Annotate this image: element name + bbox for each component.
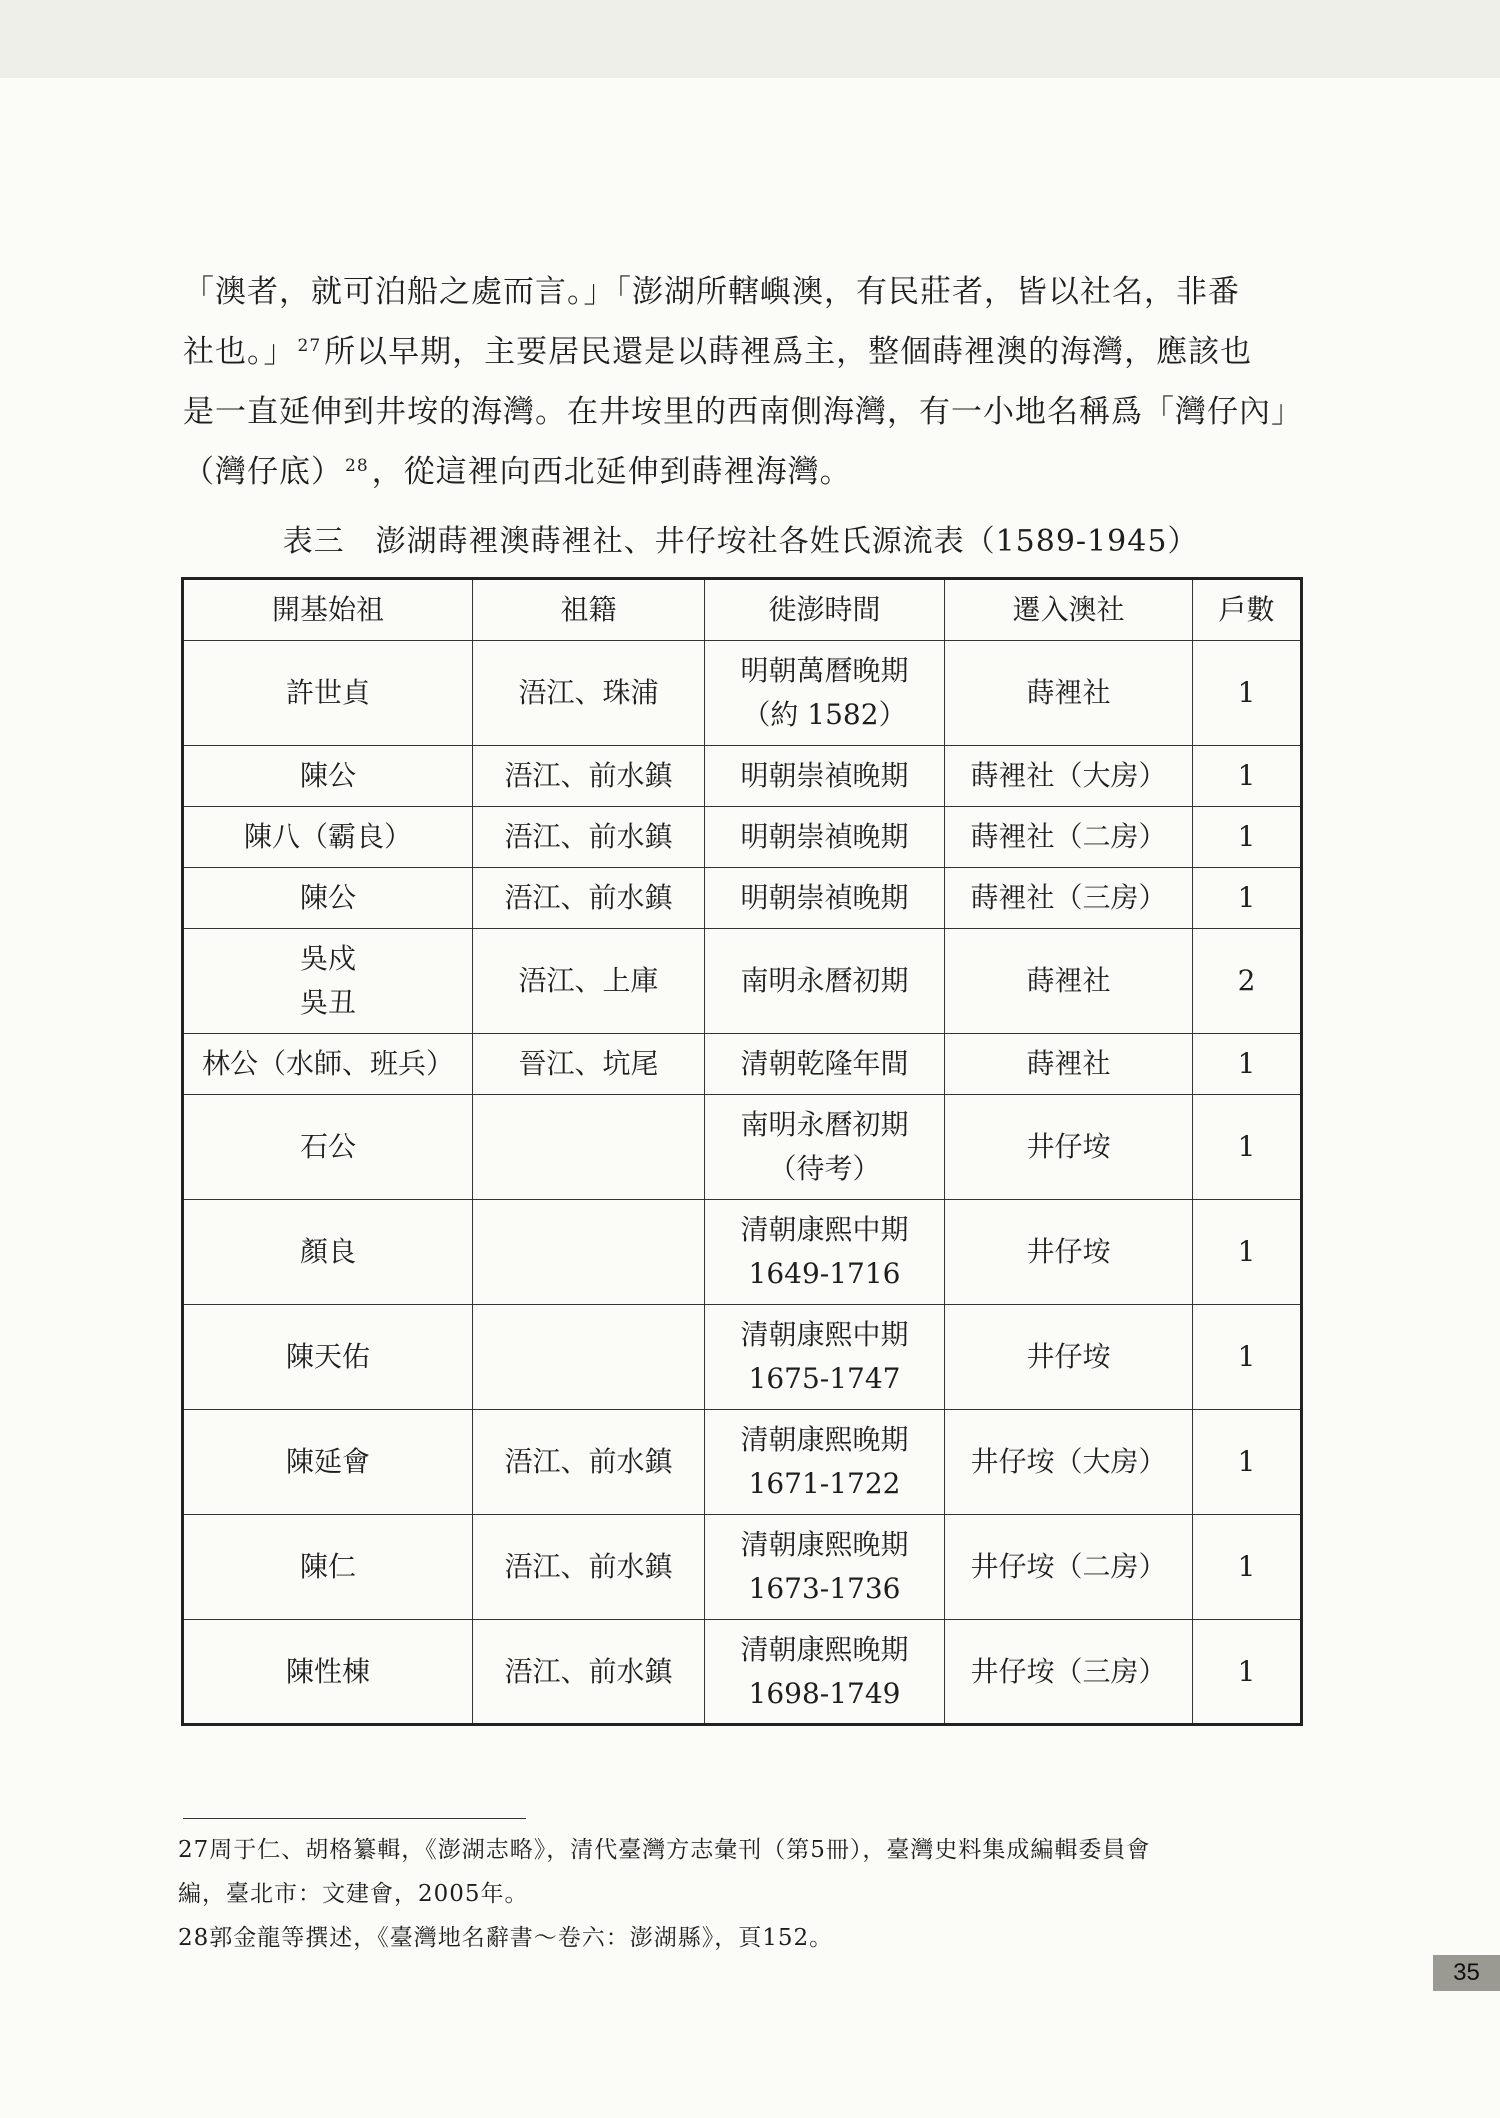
period-cell xyxy=(705,1095,945,1200)
period-cell-line: （約 1582） xyxy=(742,698,907,731)
ancestor-cell-line: 顏良 xyxy=(299,1235,356,1268)
origin-cell: 浯江、前水鎮 xyxy=(473,1410,705,1515)
period-cell-line: 1698-1749 xyxy=(748,1676,901,1710)
origin-cell: 浯江、前水鎮 xyxy=(473,1515,705,1620)
households-cell: 1 xyxy=(1193,1515,1302,1620)
origin-cell xyxy=(473,1305,705,1410)
settlement-cell: 井仔垵（三房） xyxy=(945,1620,1193,1725)
table-row xyxy=(183,1620,1302,1725)
period-cell-line: 南明永曆初期 xyxy=(740,1108,909,1141)
header-origin: 祖籍 xyxy=(473,579,705,641)
period-cell-line: 清朝康熙晚期 xyxy=(740,1423,909,1456)
period-cell xyxy=(705,807,945,868)
period-cell xyxy=(705,1305,945,1410)
period-cell xyxy=(705,1515,945,1620)
households-cell: 1 xyxy=(1193,1034,1302,1095)
period-cell xyxy=(705,746,945,807)
settlement-cell: 蒔裡社 xyxy=(945,1034,1193,1095)
period-cell-line: 清朝康熙晚期 xyxy=(740,1632,909,1666)
footnote-ref-27[interactable]: 27 xyxy=(297,335,322,356)
period-cell-line: 1671-1722 xyxy=(748,1467,901,1500)
ancestor-cell xyxy=(183,807,473,868)
settlement-cell: 蒔裡社（二房） xyxy=(945,807,1193,868)
page-number: 35 xyxy=(1433,1955,1500,1991)
households-cell: 1 xyxy=(1193,641,1302,746)
table-row xyxy=(183,1515,1302,1620)
body-line xyxy=(183,322,1303,382)
settlement-cell: 蒔裡社（三房） xyxy=(945,868,1193,929)
period-cell-line: 明朝崇禎晚期 xyxy=(740,759,909,792)
lineage-table xyxy=(181,577,1303,1726)
origin-cell xyxy=(473,1095,705,1200)
households-cell: 1 xyxy=(1193,1095,1302,1200)
page-top-band xyxy=(0,0,1500,78)
origin-cell: 浯江、前水鎮 xyxy=(473,807,705,868)
table-row xyxy=(183,1034,1302,1095)
table-row xyxy=(183,746,1302,807)
ancestor-cell xyxy=(183,1095,473,1200)
table-row xyxy=(183,868,1302,929)
ancestor-cell-line: 陳八（霸良） xyxy=(243,820,412,853)
header-period: 徙澎時間 xyxy=(705,579,945,641)
period-cell-line: 清朝康熙中期 xyxy=(740,1318,909,1351)
ancestor-cell xyxy=(183,1410,473,1515)
body-line xyxy=(183,442,1303,502)
period-cell xyxy=(705,1200,945,1305)
header-households: 戶數 xyxy=(1193,579,1302,641)
settlement-cell: 井仔垵（大房） xyxy=(945,1410,1193,1515)
header-settlement: 遷入澳社 xyxy=(945,579,1193,641)
table-body xyxy=(183,641,1302,1725)
period-cell-line: 1675-1747 xyxy=(748,1362,901,1395)
table-row xyxy=(183,1305,1302,1410)
settlement-cell: 蒔裡社（大房） xyxy=(945,746,1193,807)
origin-cell: 浯江、前水鎮 xyxy=(473,1620,705,1725)
body-paragraph xyxy=(183,262,1303,502)
body-line-text: ，從這裡向西北延伸到蒔裡海灣。 xyxy=(371,454,852,490)
households-cell: 1 xyxy=(1193,807,1302,868)
settlement-cell: 蒔裡社 xyxy=(945,641,1193,746)
ancestor-cell xyxy=(183,1305,473,1410)
period-cell xyxy=(705,868,945,929)
households-cell: 2 xyxy=(1193,929,1302,1034)
body-line xyxy=(183,382,1303,442)
table-header-row xyxy=(183,579,1302,641)
period-cell xyxy=(705,1620,945,1725)
body-line-text: 是一直延伸到井垵的海灣。在井垵里的西南側海灣，有一小地名稱爲「灣仔內」 xyxy=(183,394,1303,430)
footnotes xyxy=(178,1828,1308,1960)
ancestor-cell-line: 陳仁 xyxy=(299,1550,356,1583)
ancestor-cell-line: 陳公 xyxy=(299,881,356,914)
ancestor-cell-line: 林公（水師、班兵） xyxy=(201,1047,454,1080)
households-cell: 1 xyxy=(1193,868,1302,929)
body-line-text: 社也。」 xyxy=(183,334,296,370)
ancestor-cell xyxy=(183,1034,473,1095)
body-line-text: （灣仔底） xyxy=(183,454,343,490)
ancestor-cell xyxy=(183,929,473,1034)
ancestor-cell xyxy=(183,1200,473,1305)
table-row xyxy=(183,1410,1302,1515)
ancestor-cell-line: 陳性棟 xyxy=(285,1654,370,1688)
origin-cell: 浯江、前水鎮 xyxy=(473,868,705,929)
origin-cell: 浯江、前水鎮 xyxy=(473,746,705,807)
period-cell-line: 南明永曆初期 xyxy=(740,964,909,997)
period-cell-line: （待考） xyxy=(768,1152,881,1185)
period-cell xyxy=(705,1410,945,1515)
settlement-cell: 井仔垵 xyxy=(945,1305,1193,1410)
ancestor-cell-line: 陳延會 xyxy=(285,1445,370,1478)
ancestor-cell-line: 吳戍 xyxy=(299,942,356,975)
table-row xyxy=(183,641,1302,746)
period-cell-line: 清朝康熙中期 xyxy=(740,1213,909,1246)
footnote-27-line-1: 27周于仁、胡格纂輯，《澎湖志略》，清代臺灣方志彙刊（第5冊），臺灣史料集成編輯委員會 xyxy=(178,1837,1151,1863)
header-ancestor: 開基始祖 xyxy=(183,579,473,641)
period-cell-line: 明朝崇禎晚期 xyxy=(740,881,909,914)
origin-cell: 晉江、坑尾 xyxy=(473,1034,705,1095)
period-cell-line: 明朝萬曆晚期 xyxy=(740,654,909,687)
ancestor-cell-line: 石公 xyxy=(299,1130,356,1163)
origin-cell: 浯江、珠浦 xyxy=(473,641,705,746)
footnote-ref-28[interactable]: 28 xyxy=(345,455,369,476)
table-row xyxy=(183,929,1302,1034)
period-cell xyxy=(705,641,945,746)
households-cell: 1 xyxy=(1193,1305,1302,1410)
households-cell: 1 xyxy=(1193,1620,1302,1725)
households-cell: 1 xyxy=(1193,746,1302,807)
footnote-divider xyxy=(183,1818,526,1819)
ancestor-cell xyxy=(183,868,473,929)
period-cell-line: 明朝崇禎晚期 xyxy=(740,820,909,853)
settlement-cell: 蒔裡社 xyxy=(945,929,1193,1034)
period-cell-line: 清朝康熙晚期 xyxy=(740,1528,909,1561)
ancestor-cell-line: 吳丑 xyxy=(299,986,356,1019)
period-cell-line: 1673-1736 xyxy=(748,1572,901,1605)
households-cell: 1 xyxy=(1193,1410,1302,1515)
table-row xyxy=(183,807,1302,868)
settlement-cell: 井仔垵 xyxy=(945,1200,1193,1305)
ancestor-cell-line: 陳公 xyxy=(299,759,356,792)
ancestor-cell xyxy=(183,1620,473,1725)
period-cell-line: 1649-1716 xyxy=(748,1257,901,1290)
table-row xyxy=(183,1200,1302,1305)
table-row xyxy=(183,1095,1302,1200)
table-caption: 表三 澎湖蒔裡澳蒔裡社、井仔垵社各姓氏源流表（1589-1945） xyxy=(282,524,1199,559)
period-cell-line: 清朝乾隆年間 xyxy=(740,1047,909,1080)
footnote-27-line-2: 編，臺北市：文建會，2005年。 xyxy=(178,1881,529,1907)
settlement-cell: 井仔垵 xyxy=(945,1095,1193,1200)
origin-cell: 浯江、上庫 xyxy=(473,929,705,1034)
body-line-text: 「澳者，就可泊船之處而言。」「澎湖所轄嶼澳，有民莊者，皆以社名，非番 xyxy=(183,274,1240,310)
ancestor-cell-line: 陳天佑 xyxy=(285,1340,370,1373)
settlement-cell: 井仔垵（二房） xyxy=(945,1515,1193,1620)
ancestor-cell xyxy=(183,641,473,746)
ancestor-cell xyxy=(183,1515,473,1620)
ancestor-cell-line: 許世貞 xyxy=(285,676,370,709)
households-cell: 1 xyxy=(1193,1200,1302,1305)
footnote-28: 28郭金龍等撰述，《臺灣地名辭書～卷六：澎湖縣》，頁152。 xyxy=(178,1925,834,1951)
body-line-text: 所以早期，主要居民還是以蒔裡爲主，整個蒔裡澳的海灣，應該也 xyxy=(324,334,1253,370)
ancestor-cell xyxy=(183,746,473,807)
period-cell xyxy=(705,929,945,1034)
body-line xyxy=(183,262,1303,322)
origin-cell xyxy=(473,1200,705,1305)
period-cell xyxy=(705,1034,945,1095)
